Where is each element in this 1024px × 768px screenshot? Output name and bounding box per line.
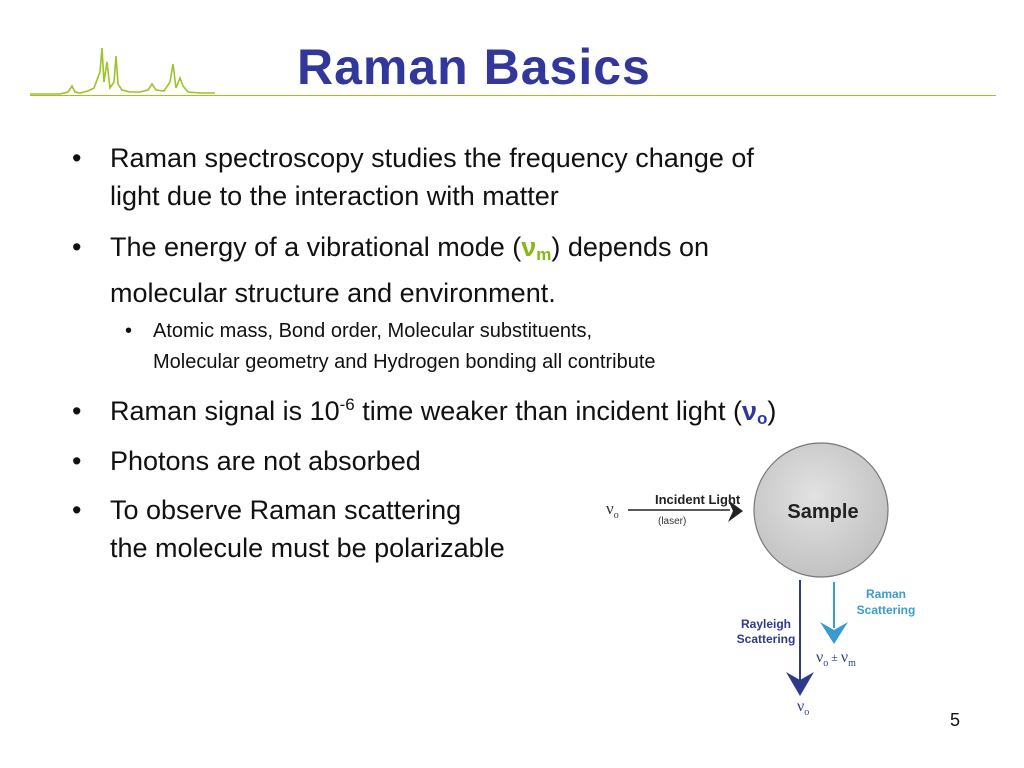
bullet-raman-spectroscopy: [72, 139, 950, 215]
raman-nu-expression: $\nu_o$ ± $\nu_m$: [816, 649, 856, 669]
incident-light-label: Incident Light: [655, 492, 741, 507]
raman-label-line1: Raman: [865, 587, 907, 601]
rayleigh-nu-symbol: $\nu_o$: [797, 698, 810, 718]
bullet-text-line: light due to the interaction with matter: [110, 181, 559, 211]
bullet-dot: •: [72, 396, 82, 426]
bullet-text-line: The energy of a vibrational mode $(\nu_m)$ depends on: [110, 232, 710, 264]
raman-scattering-diagram: [600, 440, 930, 730]
incident-nu-symbol: $\nu_o$: [606, 499, 619, 521]
bullet-text-line: molecular structure and environment.: [110, 278, 556, 308]
bullet-text-line: Raman signal is $10^{-6}$ time weaker than incident light $(\nu_o)$: [110, 395, 777, 428]
bullet-dot: •: [72, 143, 82, 173]
bullet-raman-signal: [72, 392, 950, 438]
spectrum-logo-icon: [30, 42, 220, 98]
slide-title: Raman Basics: [297, 39, 651, 95]
bullet-text-line: the molecule must be polarizable: [110, 533, 505, 563]
sample-label: Sample: [787, 501, 859, 523]
sub-bullet-contributors: [125, 316, 933, 378]
bullet-dot: •: [72, 232, 82, 262]
incident-light-sublabel: (laser): [658, 516, 687, 527]
rayleigh-label-line1: Rayleigh: [740, 617, 792, 631]
bullet-vibrational-energy: [72, 228, 950, 312]
sub-bullet-text-line: Atomic mass, Bond order, Molecular substituents,: [153, 320, 593, 342]
bullet-dot: •: [125, 320, 133, 342]
nu-m-symbol: $\nu_m$: [521, 232, 552, 264]
bullet-dot: •: [72, 446, 82, 476]
rayleigh-label-line2: Scattering: [736, 632, 796, 646]
page-number: 5: [950, 710, 961, 730]
sub-bullet-text-line: Molecular geometry and Hydrogen bonding all contribute: [153, 351, 656, 373]
bullet-text-line: Photons are not absorbed: [110, 446, 421, 476]
bullet-polarizable: [72, 491, 610, 567]
bullet-text-line: Raman spectroscopy studies the frequency change of: [110, 143, 754, 173]
nu-o-symbol: $\nu_o$: [741, 396, 768, 428]
raman-label-line2: Scattering: [856, 603, 916, 617]
bullet-dot: •: [72, 495, 82, 525]
bullet-text-line: To observe Raman scattering: [110, 495, 462, 525]
